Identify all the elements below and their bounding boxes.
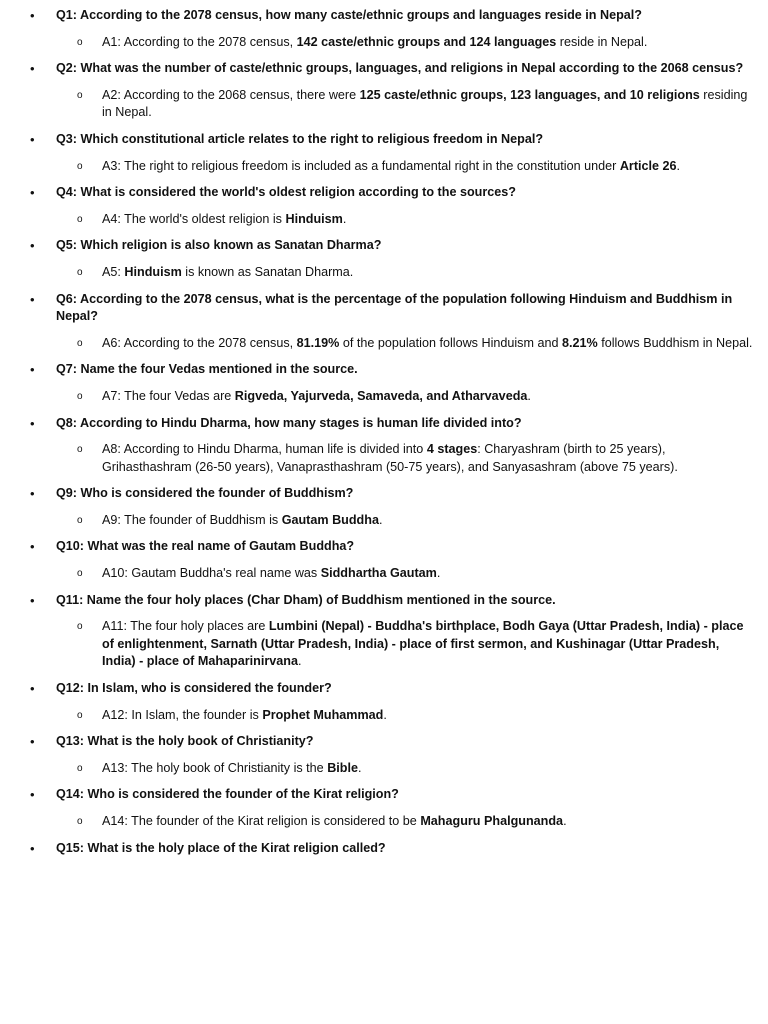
question-text: Q5: Which religion is also known as Sanatan Dharma? — [56, 238, 382, 253]
qa-item — [0, 538, 756, 582]
answer-text: . — [383, 707, 387, 722]
answer-highlight: Article 26 — [619, 158, 677, 173]
question — [0, 131, 756, 149]
qa-item — [0, 680, 756, 724]
qa-item — [0, 786, 756, 830]
answer — [0, 87, 756, 122]
question-bullet-icon: • — [30, 681, 35, 697]
answer-bullet-icon: o — [77, 514, 83, 526]
answer-text: A12: In Islam, the founder is — [102, 707, 263, 722]
question-bullet-icon: • — [30, 415, 35, 431]
answer-bullet-icon: o — [77, 213, 83, 225]
answer-text: A10: Gautam Buddha's real name was — [102, 566, 321, 581]
answer-text: A13: The holy book of Christianity is the — [102, 760, 328, 775]
qa-item — [0, 415, 756, 477]
question-bullet-icon: • — [30, 592, 35, 608]
question-text: Q11: Name the four holy places (Char Dham) of Buddhism mentioned in the source. — [56, 592, 556, 607]
qa-item — [0, 733, 756, 777]
question-text: Q1: According to the 2078 census, how many caste/ethnic groups and languages reside in Nepal? — [56, 8, 642, 22]
question-bullet-icon: • — [30, 787, 35, 803]
answer — [0, 512, 756, 530]
question-bullet-icon: • — [30, 8, 35, 23]
answer — [0, 211, 756, 229]
qa-item — [0, 131, 756, 175]
question — [0, 840, 756, 858]
answer — [0, 813, 756, 831]
qa-item — [0, 840, 756, 858]
answer-bullet-icon: o — [77, 568, 83, 580]
answer-highlight: 8.21% — [561, 335, 598, 350]
question-text: Q4: What is considered the world's oldest religion according to the sources? — [56, 185, 516, 200]
question-text: Q13: What is the holy book of Christianity? — [56, 734, 314, 749]
answer-bullet-icon: o — [77, 444, 83, 456]
answer-bullet-icon: o — [77, 709, 83, 721]
answer-highlight: 142 caste/ethnic groups and 124 languages — [296, 34, 557, 49]
question-bullet-icon: • — [30, 362, 35, 378]
answer-text: of the population follows Hinduism and — [339, 335, 562, 350]
qa-item — [0, 361, 756, 405]
question-bullet-icon: • — [30, 840, 35, 856]
question — [0, 361, 756, 379]
answer-text: . — [342, 211, 347, 226]
qa-item — [0, 60, 756, 122]
answer — [0, 760, 756, 778]
question-bullet-icon: • — [30, 238, 35, 254]
question-bullet-icon: • — [30, 185, 35, 201]
question-bullet-icon: • — [30, 61, 35, 77]
question-text: Q14: Who is considered the founder of the Kirat religion? — [56, 787, 399, 802]
answer-text: A7: The four Vedas are — [102, 388, 235, 403]
answer-text: follows Buddhism in Nepal. — [597, 335, 753, 350]
answer-text: A2: According to the 2068 census, there were — [102, 87, 360, 102]
answer — [0, 707, 756, 725]
answer-bullet-icon: o — [77, 36, 83, 48]
question-bullet-icon: • — [30, 734, 35, 750]
question-text: Q6: According to the 2078 census, what is the percentage of the population following Hinduism and Buddhism in Nepal? — [56, 291, 733, 324]
qa-item — [0, 485, 756, 529]
question — [0, 786, 756, 804]
question-bullet-icon: • — [30, 131, 35, 147]
answer-bullet-icon: o — [77, 390, 83, 402]
answer-highlight: Gautam Buddha — [281, 512, 379, 527]
answer-bullet-icon: o — [77, 89, 83, 101]
answer-text: . — [378, 512, 383, 527]
qa-item — [0, 237, 756, 281]
answer — [0, 158, 756, 176]
answer-bullet-icon: o — [77, 160, 83, 172]
answer — [0, 264, 756, 282]
answer — [0, 34, 756, 52]
answer-highlight: Prophet Muhammad — [262, 707, 384, 722]
question-bullet-icon: • — [30, 291, 35, 307]
answer-text: A4: The world's oldest religion is — [102, 211, 286, 226]
question — [0, 60, 756, 78]
answer-text: . — [297, 654, 302, 669]
answer-bullet-icon: o — [77, 621, 83, 633]
answer-highlight: Rigveda, Yajurveda, Samaveda, and Atharvaveda — [234, 388, 528, 403]
answer-text: A8: According to Hindu Dharma, human life is divided into — [102, 442, 427, 457]
qa-item — [0, 7, 756, 51]
answer-highlight: 125 caste/ethnic groups, 123 languages, and 10 religions — [359, 87, 700, 102]
qa-list — [0, 7, 756, 857]
answer-text: is known as Sanatan Dharma. — [181, 264, 354, 279]
question — [0, 538, 756, 556]
answer-text: . — [676, 158, 681, 173]
answer-text: A5: — [102, 264, 125, 279]
answer-highlight: 4 stages — [426, 442, 478, 457]
answer — [0, 388, 756, 406]
answer-highlight: Lumbini (Nepal) - Buddha's birthplace, Bodh Gaya (Uttar Pradesh, India) - place of enlightenment, Sarnath (Uttar Pradesh, India) - place of first sermon, and Kushinagar (Uttar Pradesh, India) - place of Mahaparinirvana — [102, 619, 744, 669]
question — [0, 7, 756, 25]
answer-highlight: Hinduism — [124, 264, 182, 279]
question-bullet-icon: • — [30, 539, 35, 555]
question-text: Q7: Name the four Vedas mentioned in the source. — [56, 362, 358, 377]
question-text: Q3: Which constitutional article relates to the right to religious freedom in Nepal? — [56, 131, 544, 146]
answer-text: residing in Nepal. — [102, 87, 748, 120]
question — [0, 184, 756, 202]
answer-text: . — [563, 814, 567, 828]
answer-highlight: Mahaguru Phalgunanda — [420, 814, 564, 828]
answer-text: . — [357, 760, 362, 775]
question-bullet-icon: • — [30, 486, 35, 502]
question — [0, 291, 756, 326]
answer-text: A6: According to the 2078 census, — [102, 335, 297, 350]
question — [0, 415, 756, 433]
answer — [0, 565, 756, 583]
question — [0, 592, 756, 610]
answer — [0, 441, 756, 476]
question-text: Q10: What was the real name of Gautam Buddha? — [56, 539, 355, 554]
answer-text: A1: According to the 2078 census, — [102, 34, 297, 49]
answer-highlight: 81.19% — [296, 335, 340, 350]
answer-bullet-icon: o — [77, 266, 83, 278]
question — [0, 485, 756, 503]
question-text: Q15: What is the holy place of the Kirat religion called? — [56, 840, 386, 855]
answer-highlight: Siddhartha Gautam — [320, 566, 437, 581]
question — [0, 680, 756, 698]
answer-bullet-icon: o — [77, 762, 83, 774]
answer-text: . — [436, 566, 441, 581]
question-text: Q9: Who is considered the founder of Buddhism? — [56, 486, 354, 501]
answer-text: reside in Nepal. — [556, 34, 648, 49]
qa-item — [0, 592, 756, 671]
qa-item — [0, 291, 756, 353]
qa-item — [0, 184, 756, 228]
answer-text: A3: The right to religious freedom is included as a fundamental right in the constitution under — [102, 158, 620, 173]
answer-highlight: Bible — [327, 760, 358, 775]
question-text: Q12: In Islam, who is considered the founder? — [56, 681, 332, 696]
answer — [0, 618, 756, 671]
question — [0, 733, 756, 751]
answer-text: A14: The founder of the Kirat religion is considered to be — [102, 814, 421, 828]
question — [0, 237, 756, 255]
answer-text: : Charyashram (birth to 25 years), Grihasthashram (26-50 years), Vanaprasthashram (50-75 years), and Sanyasashram (above 75 years). — [102, 442, 678, 474]
question-text: Q2: What was the number of caste/ethnic groups, languages, and religions in Nepal according to the 2068 census? — [56, 61, 744, 76]
answer-bullet-icon: o — [77, 816, 83, 827]
answer-text: A11: The four holy places are — [102, 619, 269, 634]
answer-text: A9: The founder of Buddhism is — [102, 512, 282, 527]
answer-text: . — [527, 388, 531, 403]
answer-bullet-icon: o — [77, 337, 83, 349]
answer-highlight: Hinduism — [285, 211, 343, 226]
answer — [0, 335, 756, 353]
question-text: Q8: According to Hindu Dharma, how many stages is human life divided into? — [56, 415, 522, 430]
